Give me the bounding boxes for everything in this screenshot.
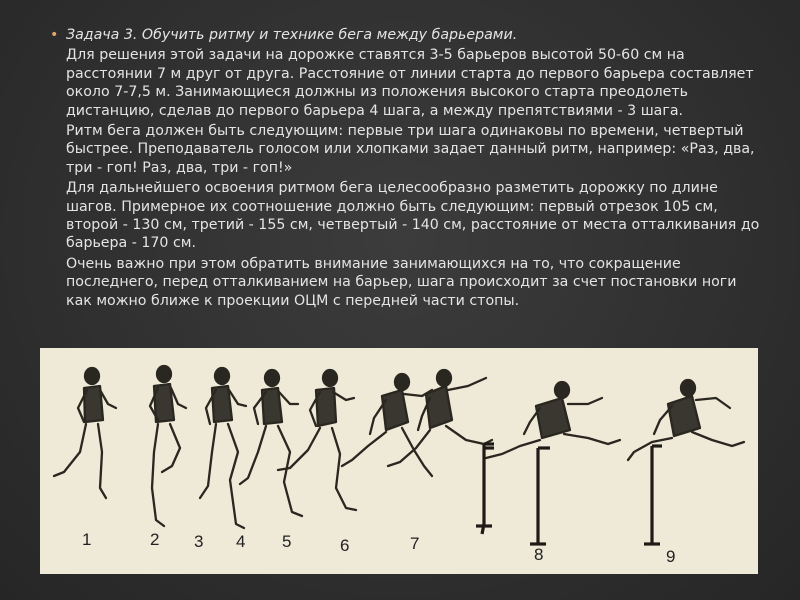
paragraph-3 (50, 179, 762, 253)
hurdling-sequence-drawing (40, 348, 758, 574)
frame-number-7: 7 (410, 534, 420, 553)
athlete-figure-1 (54, 368, 116, 498)
frame-number-2: 2 (150, 530, 160, 549)
paragraph-marker (50, 46, 66, 64)
paragraph-marker (50, 255, 66, 273)
hurdling-sequence-figure (40, 348, 758, 574)
paragraph-2 (50, 122, 762, 177)
athlete-figure-3 (200, 368, 246, 528)
task-title (50, 26, 762, 44)
triangle-bullet-icon: • (50, 27, 59, 43)
frame-number-4: 4 (236, 532, 246, 551)
slide-text (50, 26, 762, 312)
frame-number-1: 1 (82, 530, 92, 549)
athlete-figure-5 (278, 370, 356, 510)
athlete-figure-2 (150, 366, 186, 526)
task-title-text: Задача 3. Обучить ритму и технике бега между барьерами. (66, 27, 518, 43)
paragraph-marker (50, 122, 66, 140)
frame-number-5: 5 (282, 532, 292, 551)
frame-number-3: 3 (194, 532, 204, 551)
athlete-figure-9 (628, 380, 744, 460)
frame-number-6: 6 (340, 536, 350, 555)
frame-number-8: 8 (534, 545, 544, 564)
hurdle-2 (530, 448, 550, 544)
hurdle-3 (644, 446, 662, 544)
paragraph-3-text: Для дальнейшего освоения ритмом бега целесообразно разметить дорожку по длине шагов. Примерное их соотношение должно быть следующим: первый отрезок 105 см, второй - 130 см, третий - 155 см, четвертый - 140 см, расстояние от места отталкивания до барьера - 170 см. (66, 180, 760, 252)
paragraph-marker (50, 179, 66, 197)
paragraph-1-text: Для решения этой задачи на дорожке ставятся 3-5 барьеров высотой 50-60 см на расстоянии 7 м друг от друга. Расстояние от линии старта до первого барьера составляет около 7-7,5 м. Занимающиеся должны из положения высокого старта преодолеть дистанцию, сделав до первого барьера 4 шага, а между препятствиями - 3 шага. (66, 47, 754, 119)
athlete-figure-4 (240, 370, 302, 516)
athlete-figure-8 (486, 382, 620, 458)
paragraph-4 (50, 255, 762, 310)
paragraph-4-text: Очень важно при этом обратить внимание занимающихся на то, что сокращение последнего, перед отталкиванием на барьер, шага происходит за счет постановки ноги как можно ближе к проекции ОЦМ с передней части стопы. (66, 255, 737, 309)
paragraph-1 (50, 46, 762, 120)
frame-number-9: 9 (666, 547, 676, 566)
paragraph-2-text: Ритм бега должен быть следующим: первые три шага одинаковы по времени, четвертый быстрее. Преподаватель голосом или хлопками задает данный ритм, например: «Раз, два, три - гоп! Раз, два, три - гоп!» (66, 123, 755, 176)
